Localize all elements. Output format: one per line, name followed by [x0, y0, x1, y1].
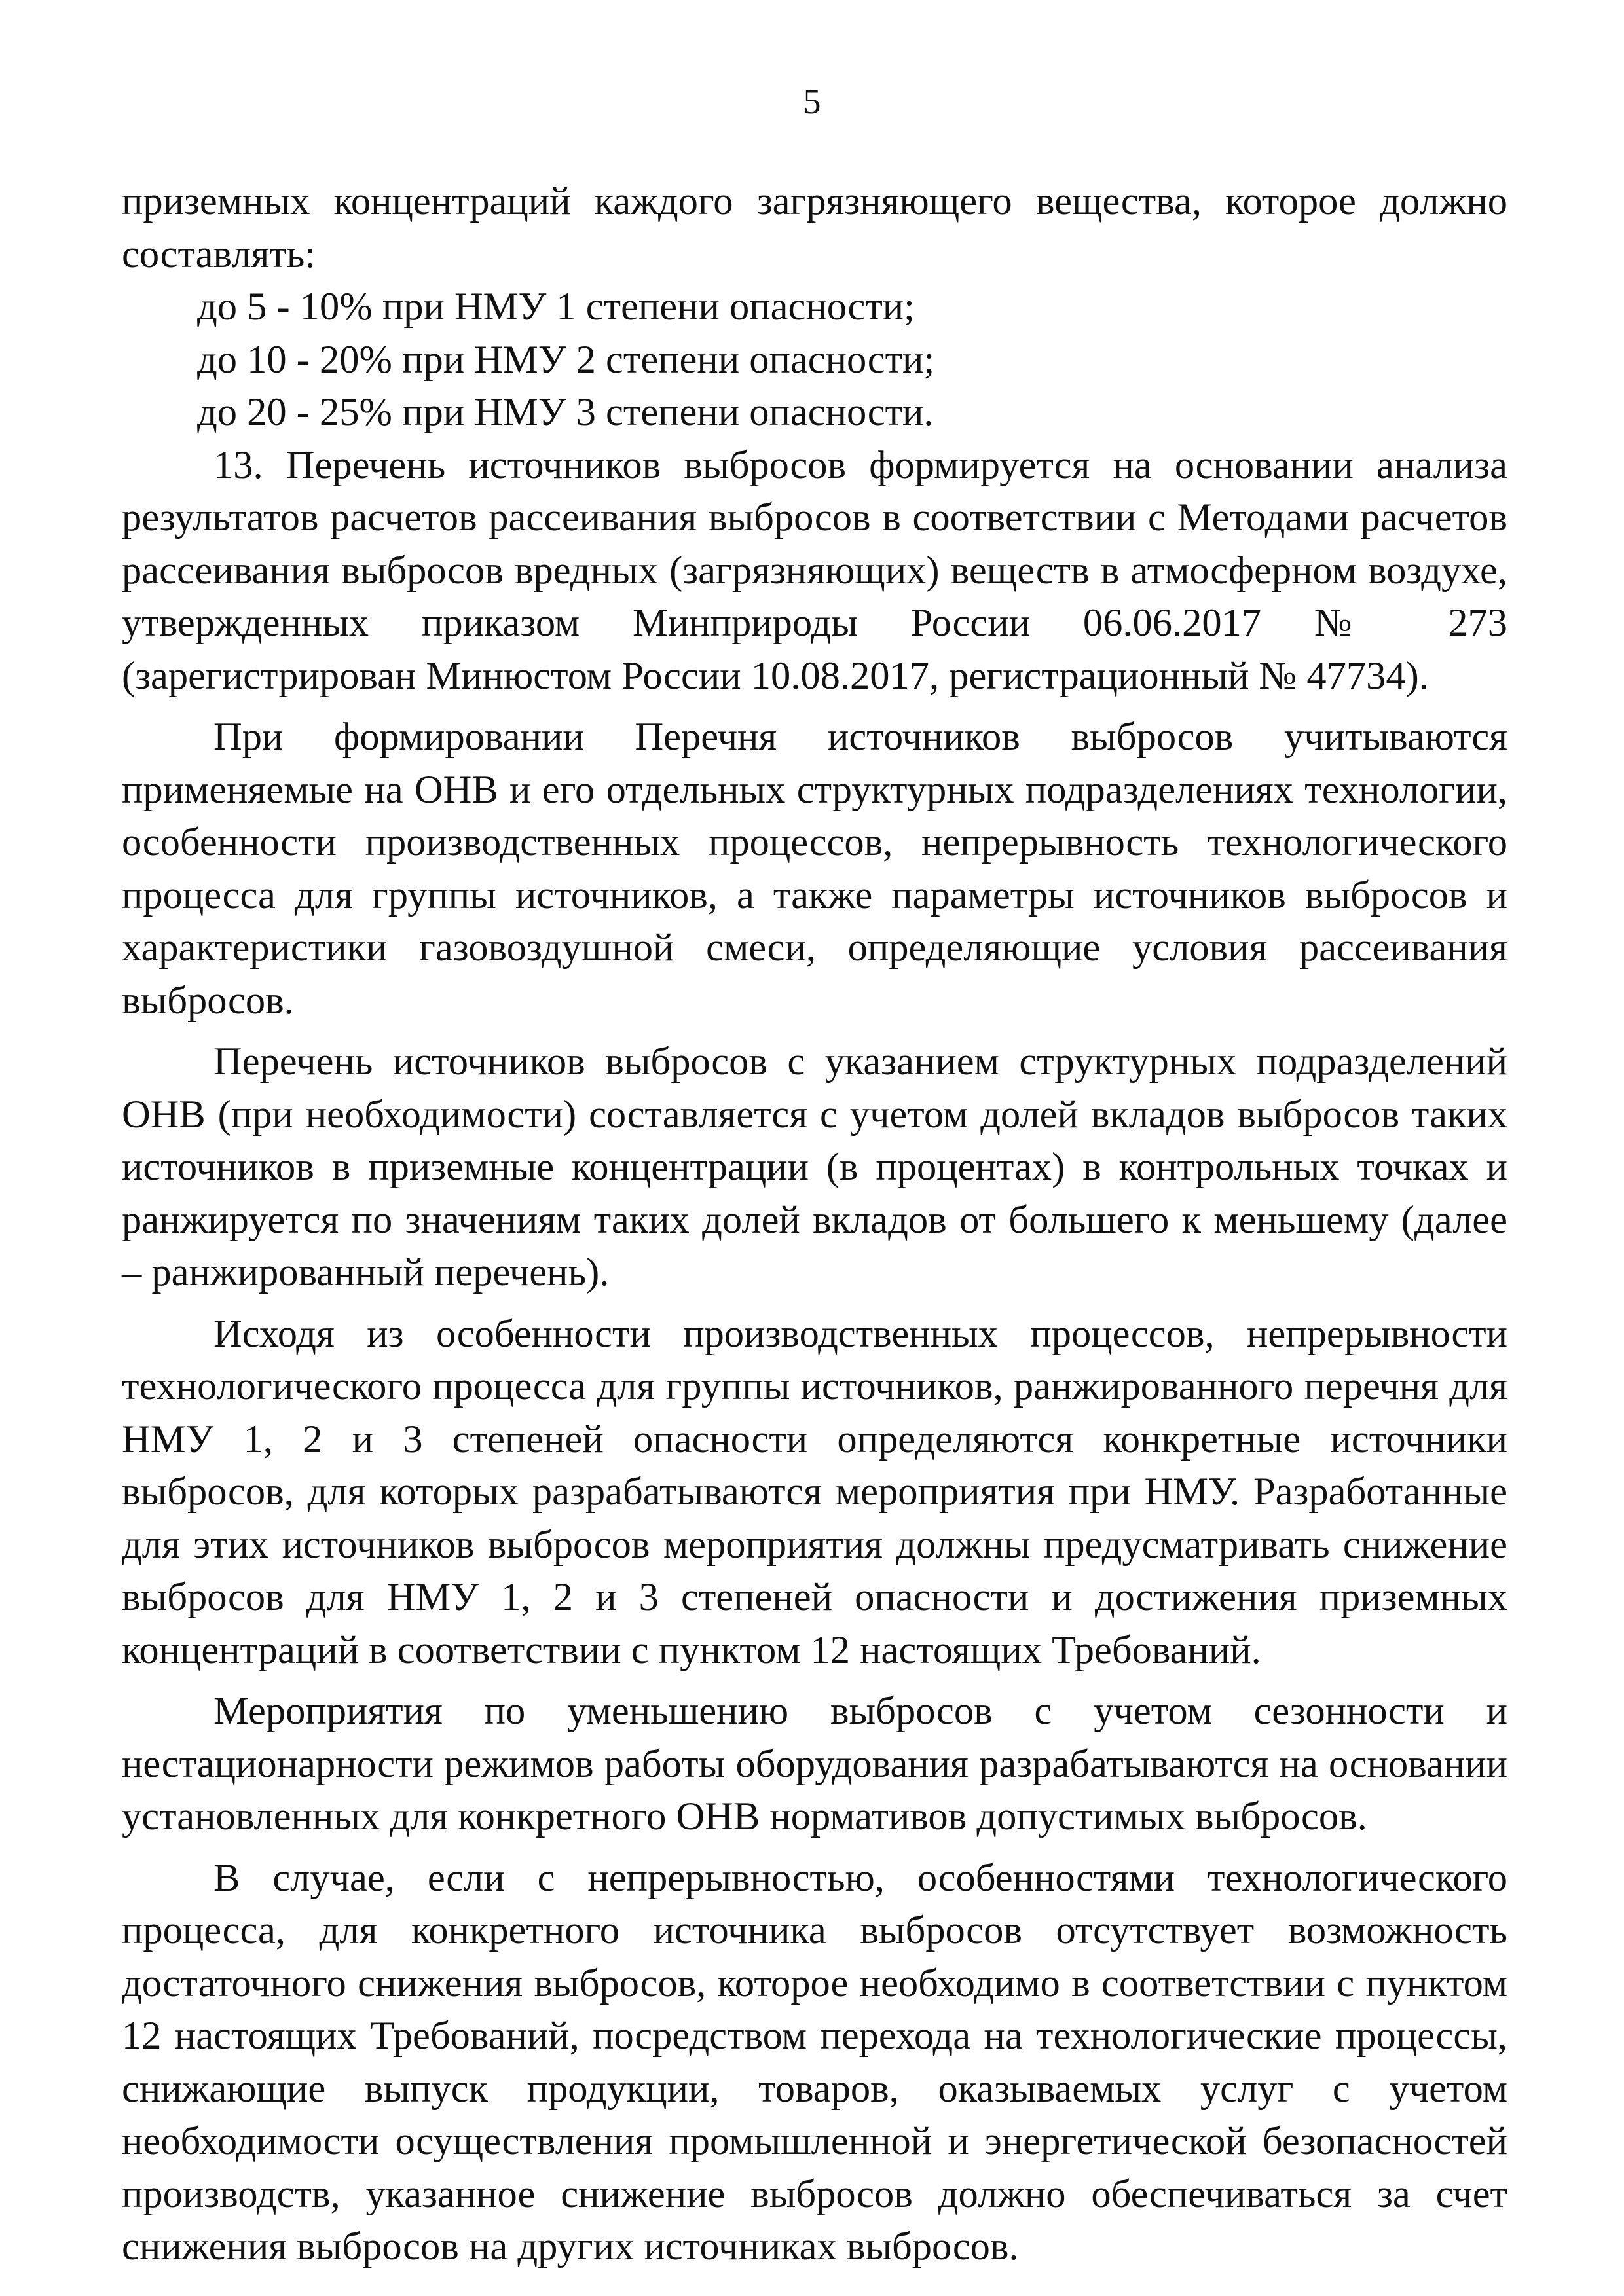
page-number: 5 [803, 82, 821, 121]
paragraph-continuation: приземных концентраций каждого загрязняющего вещества, которое должно составлять: [122, 179, 1507, 276]
paragraph-specific-sources: Исходя из особенности производственных процессов, непрерывности технологического процесса для группы источников, ранжированного перечня для НМУ 1, 2 и 3 степеней опасности определяются конкретные источники выбросов, для которых разрабатываются мероприятия при НМУ. Разработанные для этих источников выбросов мероприятия должны предусматривать снижение выбросов для НМУ 1, 2 и 3 степеней опасности и достижения приземных концентраций в соответствии с пунктом 12 настоящих Требований. [122, 1311, 1507, 1672]
list-item-level-2: до 10 - 20% при НМУ 2 степени опасности; [197, 337, 935, 382]
paragraph-list-formation: При формировании Перечня источников выбросов учитываются применяемые на ОНВ и его отдельных структурных подразделениях технологии, особенности производственных процессов, непрерывность технологического процесса для группы источников, а также параметры источников выбросов и характеристики газовоздушной смеси, определяющие условия рассеивания выбросов. [122, 715, 1507, 1023]
paragraph-item-13: 13. Перечень источников выбросов формируется на основании анализа результатов расчетов рассеивания выбросов в соответствии с Методами расчетов рассеивания выбросов вредных (загрязняющих) веществ в атмосферном воздухе, утвержденных приказом Минприроды России 06.06.2017 № 273 (зарегистрирован Минюстом России 10.08.2017, регистрационный № 47734). [122, 443, 1507, 698]
paragraph-other-sources: В случае, если с непрерывностью, особенностями технологического процесса, для конкретного источника выбросов отсутствует возможность достаточного снижения выбросов, которое необходимо в соответствии с пунктом 12 настоящих Требований, посредством перехода на технологические процессы, снижающие выпуск продукции, товаров, оказываемых услуг с учетом необходимости осуществления промышленной и энергетической безопасностей производств, указанное снижение выбросов должно обеспечиваться за счет снижения выбросов на других источниках выбросов. [122, 1855, 1507, 2269]
list-item-level-3: до 20 - 25% при НМУ 3 степени опасности. [197, 390, 934, 434]
paragraph-ranked-list: Перечень источников выбросов с указанием структурных подразделений ОНВ (при необходимости) составляется с учетом долей вкладов выбросов таких источников в приземные концентрации (в процентах) в контрольных точках и ранжируется по значениям таких долей вкладов от большего к меньшему (далее – ранжированный перечень). [122, 1040, 1507, 1294]
paragraph-seasonality: Мероприятия по уменьшению выбросов с учетом сезонности и нестационарности режимов работы оборудования разрабатываются на основании установленных для конкретного ОНВ нормативов допустимых выбросов. [122, 1689, 1507, 1838]
document-body [122, 175, 1507, 2274]
list-item-level-1: до 5 - 10% при НМУ 1 степени опасности; [197, 285, 915, 329]
